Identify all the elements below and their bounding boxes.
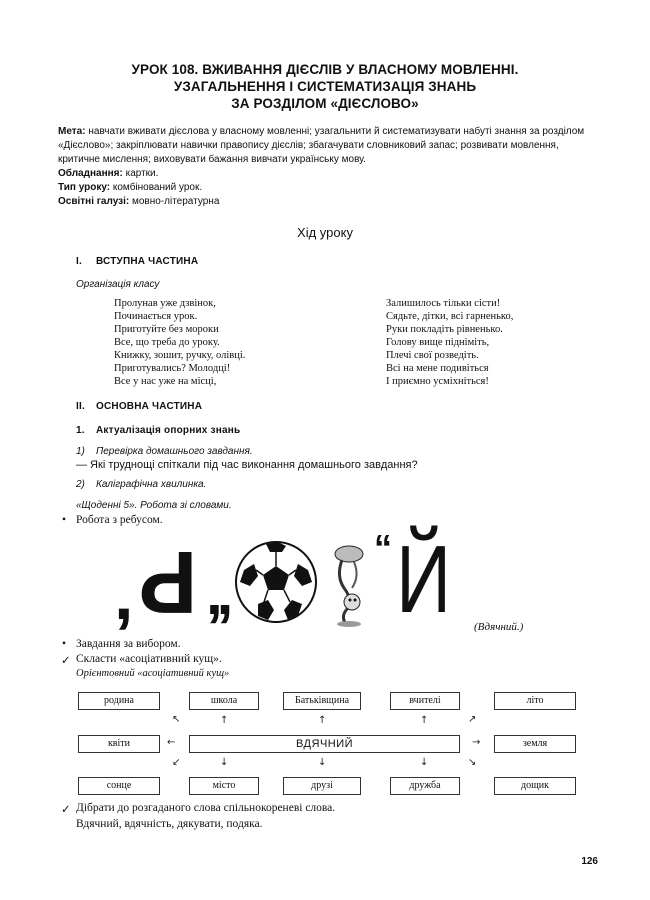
- cluster-top-item: вчителі: [390, 692, 460, 710]
- cartoon-creature-icon: [330, 542, 368, 628]
- course-heading: Хід уроку: [297, 225, 353, 240]
- poem-line: Приготуйте без мороки: [114, 324, 219, 335]
- cluster-top-item: школа: [189, 692, 259, 710]
- poem-line: І приємно усміхніться!: [386, 376, 489, 387]
- checkmark-icon: ✓: [61, 655, 71, 667]
- rebus-top-marks: “: [374, 527, 392, 568]
- poem-line: Приготувались? Молодці!: [114, 363, 231, 374]
- rebus-quote-marks: ,,: [206, 560, 228, 627]
- cluster-bottom-item: дружба: [390, 777, 460, 795]
- poem-line: Сядьте, дітки, всі гарненько,: [386, 311, 514, 322]
- arrow-left-icon: ←: [167, 737, 176, 748]
- lesson-type: [58, 181, 618, 195]
- poem-line: Голову вище підніміть,: [386, 337, 490, 348]
- lesson-branches: [58, 195, 618, 209]
- org-class-label: Організація класу: [76, 279, 160, 290]
- goal-text-2: «Дієслово»; закріплювати навички правопису дієслів; збагачувати словниковий запас; розвивати мовлення,: [58, 140, 559, 151]
- goal-label: Мета:: [58, 126, 86, 137]
- soccer-ball-icon: [234, 540, 318, 624]
- poem-line: Все, що треба до уроку.: [114, 337, 220, 348]
- page-number: 126: [581, 856, 598, 867]
- poem-right-column: [386, 297, 513, 388]
- poem-line: Всі на мене подивіться: [386, 363, 489, 374]
- rebus-final-letter: Й: [396, 526, 452, 633]
- goal-text-3: критичне мислення; виховувати бажання вивчати українську мову.: [58, 154, 366, 165]
- subsection-1-number: 1.: [76, 425, 85, 436]
- lesson-goal: [58, 125, 618, 139]
- subsection-1-title: Актуалізація опорних знань: [96, 425, 241, 436]
- cluster-center: ВДЯЧНИЙ: [189, 735, 460, 753]
- item-2-text: Каліграфічна хвилинка.: [96, 479, 207, 490]
- poem-line: Пролунав уже дзвінок,: [114, 298, 216, 309]
- cluster-bottom-item: сонце: [78, 777, 160, 795]
- cognates-task: Дібрати до розгаданого слова спільнокореневі слова.: [76, 802, 336, 814]
- arrow-right-icon: →: [472, 737, 481, 748]
- item-1-text: Перевірка домашнього завдання.: [96, 446, 253, 457]
- cluster-top-item: родина: [78, 692, 160, 710]
- poem-line: Руки покладіть рівненько.: [386, 324, 503, 335]
- rebus-comma: ,: [114, 556, 134, 634]
- section-1-number: I.: [76, 256, 82, 267]
- item-1-number: 1): [76, 446, 85, 457]
- cluster-bottom-item: дощик: [494, 777, 576, 795]
- cluster-hint: Орієнтовний «асоціативний кущ»: [76, 668, 230, 679]
- poem-line: Книжку, зошит, ручку, олівці.: [114, 350, 246, 361]
- diary-note: «Щоденні 5». Робота зі словами.: [76, 500, 232, 511]
- cluster-middle-left: квіти: [78, 735, 160, 753]
- poem-line: Плечі свої розведіть.: [386, 350, 479, 361]
- arrow-down-left-icon: ↙: [172, 757, 181, 768]
- arrow-up-left-icon: ↖: [172, 714, 181, 725]
- type-label: Тип уроку:: [58, 182, 111, 193]
- bullet-dot-icon: •: [62, 514, 67, 526]
- arrow-up-icon: ↑: [420, 715, 429, 726]
- rebus-answer: (Вдячний.): [474, 621, 524, 633]
- equipment-label: Обладнання:: [58, 168, 123, 179]
- rebus-task: Робота з ребусом.: [76, 514, 163, 526]
- poem-left-column: [114, 297, 245, 388]
- section-2-number: II.: [76, 401, 85, 412]
- section-1-title: ВСТУПНА ЧАСТИНА: [96, 256, 199, 267]
- arrow-up-icon: ↑: [318, 715, 327, 726]
- lesson-equipment: [58, 167, 618, 181]
- arrow-down-right-icon: ↘: [468, 757, 477, 768]
- section-2-title: ОСНОВНА ЧАСТИНА: [96, 401, 203, 412]
- item-2-number: 2): [76, 479, 85, 490]
- rebus: [110, 526, 470, 634]
- cluster-task: Скласти «асоціативний кущ».: [76, 653, 222, 665]
- arrow-up-right-icon: ↗: [468, 714, 477, 725]
- equipment-value: картки.: [122, 168, 159, 179]
- cognates-list: Вдячний, вдячність, дякувати, подяка.: [76, 818, 263, 830]
- lesson-title-line-1: УРОК 108. ВЖИВАННЯ ДІЄСЛІВ У ВЛАСНОМУ МОВЛЕННІ.: [131, 62, 519, 77]
- lesson-title-line-2: УЗАГАЛЬНЕННЯ І СИСТЕМАТИЗАЦІЯ ЗНАНЬ: [173, 79, 477, 94]
- homework-question: — Які труднощі спіткали під час виконання домашнього завдання?: [76, 459, 418, 471]
- cluster-bottom-item: друзі: [283, 777, 361, 795]
- lesson-title-line-3: ЗА РОЗДІЛОМ «ДІЄСЛОВО»: [231, 96, 419, 111]
- goal-text-1: навчати вживати дієслова у власному мовленні; узагальнити й систематизувати набуті знання за розділом: [85, 126, 585, 137]
- rebus-rotated-letter: Р: [138, 533, 198, 632]
- arrow-up-icon: ↑: [220, 715, 229, 726]
- bullet-dot-icon: •: [62, 638, 67, 650]
- arrow-down-icon: ↓: [220, 757, 229, 768]
- cluster-top-item: літо: [494, 692, 576, 710]
- choice-task: Завдання за вибором.: [76, 638, 181, 650]
- type-value: комбінований урок.: [110, 182, 203, 193]
- cluster-top-item: Батьківщина: [283, 692, 361, 710]
- checkmark-icon: ✓: [61, 804, 71, 816]
- arrow-down-icon: ↓: [318, 757, 327, 768]
- arrow-down-icon: ↓: [420, 757, 429, 768]
- cluster-bottom-item: місто: [189, 777, 259, 795]
- poem-line: Починається урок.: [114, 311, 198, 322]
- cluster-middle-right: земля: [494, 735, 576, 753]
- branches-label: Освітні галузі:: [58, 196, 130, 207]
- poem-line: Все у нас уже на місці,: [114, 376, 217, 387]
- branches-value: мовно-літературна: [129, 196, 220, 207]
- poem-line: Залишилось тільки сісти!: [386, 298, 501, 309]
